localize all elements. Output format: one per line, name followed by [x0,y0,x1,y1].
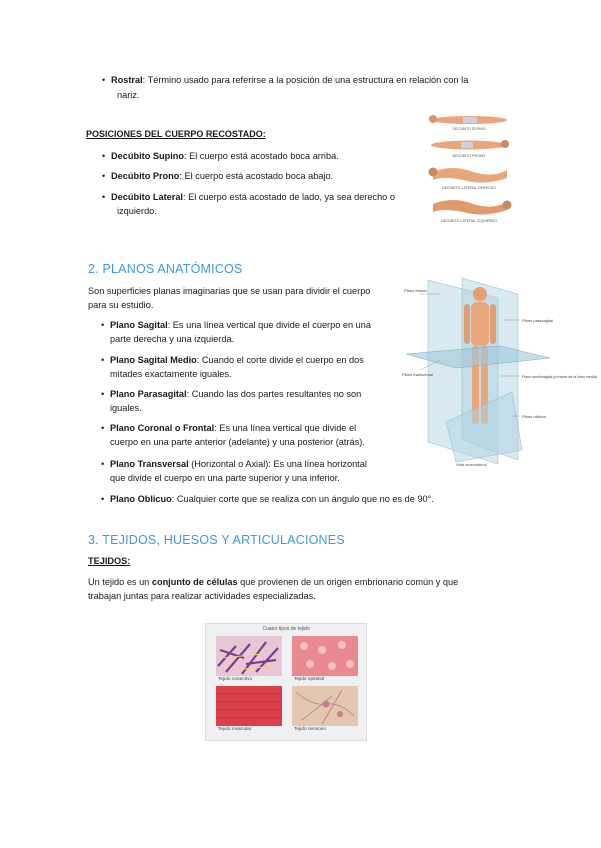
item-term: Decúbito Prono [111,171,180,181]
list-item [101,319,371,332]
item-term: Plano Oblicuo [110,494,172,504]
item-text: : Es una línea vertical que divide el [214,423,357,433]
item-term: Plano Transversal [110,459,189,469]
label-prono: DECÚBITO PRONO [452,154,486,158]
plane-transversal [406,346,550,368]
text-run: que provienen de un origen embrionario común y que [237,577,459,587]
bold-run: conjunto de células [151,577,238,587]
recostado-heading: POSICIONES DEL CUERPO RECOSTADO: [86,129,266,139]
list-item [101,422,357,435]
tissue-connective-image [216,636,282,676]
list-item [102,191,395,204]
bullet-icon: • [101,389,105,399]
supine-body [429,115,507,124]
bullet-icon: • [101,320,105,330]
tissue-muscular-image [216,686,282,726]
item-term: Plano Parasagital [110,389,187,399]
list-item [101,354,364,367]
item-term: Decúbito Lateral [111,192,183,202]
list-item [102,150,339,163]
label-plano-oblicuo: Plano oblicuo [522,414,547,419]
section-heading-tejidos: 3. TEJIDOS, HUESOS Y ARTICULACIONES [88,533,345,547]
bullet-icon: • [102,151,106,161]
planos-intro-line1: Son superficies planas imaginarias que se usan para dividir el cuerpo [88,286,371,296]
item-text-cont: iguales. [110,403,142,413]
rostral-text: : Término usado para referirse a la posición de una estructura en relación con la [142,75,469,85]
item-text-cont: cuerpo en una parte anterior (adelante) y una posterior (atrás). [110,437,365,447]
text-run: Un tejido es un [88,577,152,587]
bullet-icon: • [101,459,105,469]
rostral-text-cont: nariz. [117,90,140,100]
label-plano-frontal: Plano frontal [404,288,427,293]
item-text-cont: que divide el cuerpo en una parte superior y una inferior. [110,473,340,483]
bullet-icon: • [101,494,105,504]
tejidos-line2: trabajan juntas para realizar actividades especializadas. [88,591,316,601]
planos-figure [400,272,597,468]
list-item [102,170,334,183]
label-lateral-izquierdo: DECÚBITO LATERAL IZQUIERDO [440,219,498,223]
item-text: : El cuerpo está acostado de lado, ya sea derecho o [182,192,395,202]
prone-body [431,140,509,150]
tissue-label: Tejido epitelial [294,677,325,682]
item-text: : Cuando las dos partes resultantes no son [186,389,362,399]
decubito-figure [423,110,515,224]
rostral-item [102,74,469,87]
item-term: Plano Coronal o Frontal [110,423,215,433]
tissue-epithelial-image [292,636,358,676]
section-heading-planos: 2. PLANOS ANATÓMICOS [88,262,243,276]
item-term: Plano Sagital [110,320,168,330]
label-plano-parasagital: Plano parasagital [522,318,553,323]
item-text: : Cuando el corte divide el cuerpo en dos [196,355,364,365]
figure-title: Cuatro tipos de tejido [262,626,310,632]
tissue-label: Tejido muscular [218,727,252,732]
list-item [101,493,434,506]
tissue-label: Tejido nervioso [294,727,326,732]
bullet-icon: • [102,192,106,202]
bullet-icon: • [102,75,106,85]
tissue-nervioso-image [292,686,358,726]
lateral-left-body [433,200,512,215]
list-item [101,458,367,471]
bullet-icon: • [101,423,105,433]
list-item [101,388,362,401]
item-text: : Es una línea vertical que divide el cuerpo en una [167,320,371,330]
item-text-cont: izquierdo. [117,206,157,216]
item-text: : El cuerpo está acostado boca abajo. [179,171,334,181]
tissue-label: Tejido conectivo [218,677,253,682]
tejidos-line1 [88,575,458,589]
item-text-cont: mitades exactamente iguales. [110,369,232,379]
label-plano-medio: Plano mediosagital (a través de la línea media) [522,375,597,379]
item-text: : El cuerpo está acostado boca arriba. [183,151,339,161]
lateral-right-body [429,168,508,183]
planos-intro-line2: para su estudio. [88,300,154,310]
tejidos-subheading: TEJIDOS: [88,556,131,566]
label-supino: DECÚBITO SUPINO [452,127,486,131]
bullet-icon: • [102,171,106,181]
tejidos-figure [205,623,367,741]
item-text: : Cualquier corte que se realiza con un ángulo que no es de 90°. [171,494,434,504]
item-text: (Horizontal o Axial): Es una línea horizontal [188,459,367,469]
label-vista: Vista anterolateral [456,463,487,467]
label-lateral-derecho: DECÚBITO LATERAL DERECHO [441,186,497,190]
item-term: Decúbito Supino [111,151,184,161]
item-term: Plano Sagital Medio [110,355,197,365]
rostral-term: Rostral [111,75,143,85]
bullet-icon: • [101,355,105,365]
item-text-cont: parte derecha y una izquierda. [110,334,235,344]
label-plano-transversal: Plano transversal [402,372,433,377]
